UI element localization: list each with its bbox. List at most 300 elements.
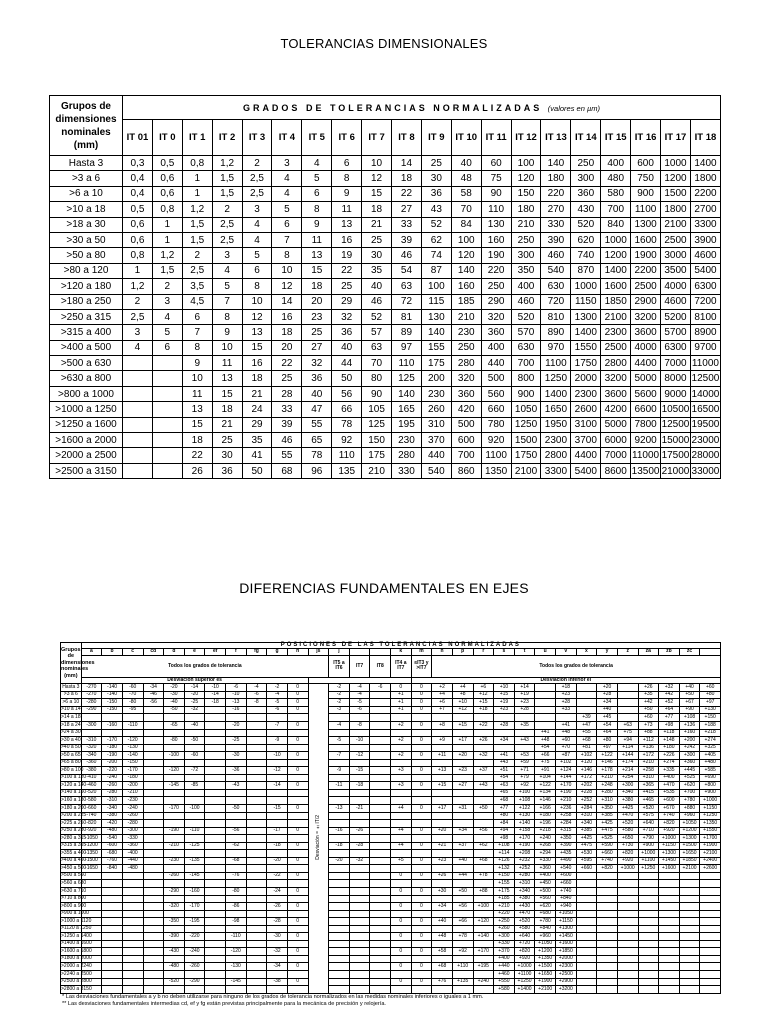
- table-cell: +840: [535, 925, 556, 933]
- table-cell: -40: [184, 721, 205, 729]
- table-cell: [205, 782, 226, 790]
- column-header: IT 01: [123, 120, 153, 156]
- table-cell: +17: [432, 804, 453, 812]
- table-cell: [184, 850, 205, 858]
- table-cell: +535: [659, 789, 680, 797]
- table-cell: +595: [576, 857, 597, 865]
- table-cell: [391, 714, 412, 722]
- position-letter: y: [597, 649, 618, 655]
- table-cell: 40: [332, 340, 362, 355]
- table-cell: [329, 812, 350, 820]
- table-cell: -10: [267, 752, 288, 760]
- table-cell: 22: [332, 263, 362, 278]
- table-cell: 420: [451, 402, 481, 417]
- table-cell: -30: [267, 933, 288, 941]
- row-label: >6 a 10: [62, 698, 80, 705]
- table-cell: [370, 759, 391, 767]
- table-cell: +1200: [679, 827, 700, 835]
- table-cell: +2: [432, 684, 453, 692]
- table-cell: +450: [535, 880, 556, 888]
- table-cell: -32: [349, 857, 370, 865]
- position-letter: m: [411, 649, 432, 655]
- table-cell: 430: [571, 202, 601, 217]
- table-cell: 720: [541, 294, 571, 309]
- position-letter: g: [267, 649, 288, 655]
- table-cell: +51: [494, 767, 515, 775]
- table-cell: 3200: [601, 371, 631, 386]
- table-cell: -460: [81, 782, 102, 790]
- table-cell: 0: [411, 691, 432, 699]
- table-cell: [659, 880, 680, 888]
- table-cell: 8100: [690, 309, 720, 324]
- table-cell: +900: [700, 789, 721, 797]
- table-cell: +172: [638, 752, 659, 760]
- table-cell: 18: [212, 402, 242, 417]
- table-cell: +254: [617, 774, 638, 782]
- table-cell: [226, 744, 247, 752]
- table-cell: 12: [242, 309, 272, 324]
- table-cell: [617, 933, 638, 941]
- table-cell: +2: [391, 721, 412, 729]
- table-cell: +400: [659, 774, 680, 782]
- table-cell: 55: [302, 417, 332, 432]
- table-cell: 0,3: [123, 156, 153, 171]
- table-cell: [391, 880, 412, 888]
- table-cell: 280: [451, 356, 481, 371]
- table-cell: [122, 978, 143, 986]
- table-cell: [287, 925, 308, 933]
- table-cell: [535, 699, 556, 707]
- table-cell: [370, 872, 391, 880]
- table-cell: [452, 910, 473, 918]
- table-cell: +108: [494, 842, 515, 850]
- table-cell: [143, 910, 164, 918]
- table-cell: [287, 880, 308, 888]
- table-cell: 6: [332, 156, 362, 171]
- table-cell: [473, 955, 494, 963]
- table-cell: [143, 971, 164, 979]
- table-cell: [576, 887, 597, 895]
- table-cell: 4400: [631, 356, 661, 371]
- table-cell: [287, 971, 308, 979]
- table-cell: +35: [514, 721, 535, 729]
- column-header: IT 14: [571, 120, 601, 156]
- row-label: >2500 a 3150: [50, 463, 123, 478]
- table-cell: 210: [511, 217, 541, 232]
- table-cell: +135: [452, 978, 473, 986]
- table-cell: -20: [184, 691, 205, 699]
- table-cell: [102, 978, 123, 986]
- table-cell: [473, 835, 494, 843]
- table-cell: -230: [122, 797, 143, 805]
- table-cell: 0: [411, 827, 432, 835]
- table-cell: [700, 903, 721, 911]
- table-cell: +900: [638, 842, 659, 850]
- table-cell: 25: [212, 433, 242, 448]
- table-row: [50, 325, 721, 340]
- table-cell: 0: [287, 691, 308, 699]
- table-cell: [184, 714, 205, 722]
- table-cell: -56: [226, 827, 247, 835]
- table-cell: [267, 910, 288, 918]
- table-cell: +31: [452, 804, 473, 812]
- table-cell: 12500: [661, 417, 691, 432]
- column-header-row: [50, 120, 721, 156]
- table-cell: -14: [267, 782, 288, 790]
- table-cell: +11: [432, 752, 453, 760]
- table-cell: [267, 955, 288, 963]
- table-cell: [143, 812, 164, 820]
- table-cell: [349, 865, 370, 873]
- table-cell: 330: [541, 217, 571, 232]
- table-cell: 4: [212, 263, 242, 278]
- table-cell: 0: [391, 918, 412, 926]
- row-label: >250 a 280: [61, 827, 87, 834]
- table-cell: 0: [287, 872, 308, 880]
- table-cell: [246, 820, 267, 828]
- table-cell: +2400: [700, 857, 721, 865]
- table-cell: 800: [511, 371, 541, 386]
- table-cell: [122, 910, 143, 918]
- table-cell: 2: [123, 294, 153, 309]
- column-header: IT 15: [601, 120, 631, 156]
- table-row: [61, 925, 721, 933]
- position-letter: k: [391, 649, 412, 655]
- table-cell: +460: [494, 971, 515, 979]
- table-cell: [349, 850, 370, 858]
- table-cell: [287, 940, 308, 948]
- table-cell: [494, 714, 515, 722]
- table-cell: [143, 820, 164, 828]
- table-cell: [370, 706, 391, 714]
- table-cell: 0: [391, 887, 412, 895]
- table-cell: [143, 872, 164, 880]
- table-cell: [349, 940, 370, 948]
- table-cell: [370, 857, 391, 865]
- table-cell: [143, 887, 164, 895]
- table-cell: +10: [494, 684, 515, 692]
- table-cell: 8: [302, 202, 332, 217]
- table-cell: -43: [226, 782, 247, 790]
- table-cell: -400: [122, 850, 143, 858]
- table-cell: [205, 804, 226, 812]
- table-cell: [452, 812, 473, 820]
- table-cell: [205, 767, 226, 775]
- table-cell: +475: [576, 842, 597, 850]
- table-cell: -210: [122, 789, 143, 797]
- table-cell: +68: [473, 857, 494, 865]
- table-cell: +126: [494, 857, 515, 865]
- table-cell: [638, 986, 659, 994]
- table-cell: [143, 752, 164, 760]
- table-cell: [370, 812, 391, 820]
- table-cell: 230: [392, 433, 422, 448]
- table-cell: [226, 759, 247, 767]
- table-cell: +2500: [556, 971, 577, 979]
- table-cell: +660: [556, 880, 577, 888]
- table-cell: 47: [302, 402, 332, 417]
- table-cell: [226, 940, 247, 948]
- table-cell: +1900: [535, 978, 556, 986]
- table-cell: [432, 850, 453, 858]
- table-cell: 2: [152, 279, 182, 294]
- table-cell: -1050: [81, 835, 102, 843]
- table-cell: +228: [576, 789, 597, 797]
- table-cell: +575: [638, 812, 659, 820]
- row-label: >630 a 710: [61, 887, 87, 894]
- table-cell: [370, 804, 391, 812]
- table-cell: [349, 895, 370, 903]
- table-cell: -14: [184, 684, 205, 692]
- table-cell: +23: [494, 706, 515, 714]
- table-cell: +90: [679, 706, 700, 714]
- table-cell: 46: [392, 248, 422, 263]
- table-cell: 90: [362, 386, 392, 401]
- table-cell: 1100: [481, 448, 511, 463]
- table-row: [61, 850, 721, 858]
- table-cell: [102, 872, 123, 880]
- table-cell: [659, 940, 680, 948]
- table-cell: 19500: [690, 417, 720, 432]
- table-row: [61, 963, 721, 971]
- table-cell: 35: [242, 433, 272, 448]
- table-cell: -145: [226, 978, 247, 986]
- table-cell: 4: [272, 186, 302, 201]
- table-cell: +19: [494, 699, 515, 707]
- table-cell: -17: [267, 827, 288, 835]
- table-cell: 14: [272, 294, 302, 309]
- table-cell: [205, 963, 226, 971]
- table-cell: [184, 729, 205, 737]
- table-cell: [370, 903, 391, 911]
- table-cell: 1100: [541, 356, 571, 371]
- table-cell: [226, 865, 247, 873]
- table-cell: [617, 918, 638, 926]
- table-cell: +840: [556, 895, 577, 903]
- table-cell: +120: [576, 759, 597, 767]
- column-header: IT 8: [392, 120, 422, 156]
- table-cell: [205, 714, 226, 722]
- position-letter: js: [308, 649, 329, 655]
- table-cell: 18: [302, 279, 332, 294]
- table-cell: [370, 827, 391, 835]
- position-letter: z: [617, 649, 638, 655]
- table-cell: -1500: [81, 857, 102, 865]
- position-letter: c: [122, 649, 143, 655]
- table-cell: -170: [102, 737, 123, 745]
- table-cell: +6: [473, 684, 494, 692]
- table-cell: +480: [700, 759, 721, 767]
- table-cell: +10: [452, 699, 473, 707]
- table-cell: +73: [638, 721, 659, 729]
- table-cell: +540: [556, 865, 577, 873]
- row-label: Hasta 3: [50, 156, 123, 171]
- table-row: [61, 865, 721, 873]
- table-cell: +640: [638, 820, 659, 828]
- table-cell: -170: [164, 804, 185, 812]
- table-cell: [700, 940, 721, 948]
- table-cell: [473, 865, 494, 873]
- row-label: >180 a 250: [50, 294, 123, 309]
- table-cell: [452, 986, 473, 994]
- table-cell: +530: [576, 850, 597, 858]
- table-cell: +40: [597, 706, 618, 714]
- table-cell: 350: [511, 263, 541, 278]
- table-cell: [287, 865, 308, 873]
- table-cell: [246, 752, 267, 760]
- table-cell: 4600: [661, 294, 691, 309]
- table-cell: [102, 729, 123, 737]
- table-cell: 920: [481, 433, 511, 448]
- table-cell: +2: [391, 737, 412, 745]
- table-cell: [638, 895, 659, 903]
- table-cell: +800: [700, 782, 721, 790]
- table-cell: 360: [451, 386, 481, 401]
- table-cell: -1350: [81, 850, 102, 858]
- table-cell: +284: [556, 820, 577, 828]
- table-cell: [638, 903, 659, 911]
- table-row: [50, 309, 721, 324]
- table-cell: 630: [511, 340, 541, 355]
- table-cell: -240: [122, 804, 143, 812]
- table-cell: [370, 714, 391, 722]
- table-cell: -140: [102, 684, 123, 692]
- position-letter: za: [638, 649, 659, 655]
- table-cell: [597, 903, 618, 911]
- table-cell: 5400: [690, 263, 720, 278]
- table-cell: +242: [679, 744, 700, 752]
- table-cell: 35: [362, 263, 392, 278]
- table-cell: +15: [473, 699, 494, 707]
- table-cell: -220: [102, 767, 123, 775]
- table-cell: [597, 925, 618, 933]
- table-cell: 1,5: [182, 232, 212, 247]
- table-cell: [349, 955, 370, 963]
- table-cell: [659, 963, 680, 971]
- table-cell: 1,2: [123, 279, 153, 294]
- grade-heading: IT8: [370, 655, 391, 677]
- table-cell: [184, 910, 205, 918]
- table-cell: +56: [473, 827, 494, 835]
- table-cell: [597, 918, 618, 926]
- column-header: IT 5: [302, 120, 332, 156]
- table-cell: [349, 774, 370, 782]
- table-cell: [370, 948, 391, 956]
- table-cell: [576, 918, 597, 926]
- table-cell: 6: [272, 217, 302, 232]
- table-cell: [267, 835, 288, 843]
- table-cell: [370, 752, 391, 760]
- table-cell: [700, 978, 721, 986]
- table-cell: [432, 940, 453, 948]
- table-cell: 330: [392, 463, 422, 478]
- table-cell: 2100: [601, 309, 631, 324]
- table-row: [61, 842, 721, 850]
- table-cell: +580: [514, 925, 535, 933]
- table-cell: 4: [302, 156, 332, 171]
- table-cell: +12: [473, 691, 494, 699]
- table-cell: [432, 714, 453, 722]
- table-cell: 1300: [571, 309, 601, 324]
- table-cell: +15: [494, 691, 515, 699]
- table-row: [50, 171, 721, 186]
- table-cell: -56: [143, 699, 164, 707]
- table-cell: +370: [494, 948, 515, 956]
- table-cell: [329, 789, 350, 797]
- table-cell: [370, 880, 391, 888]
- table-cell: +1050: [556, 910, 577, 918]
- table-cell: 6600: [631, 402, 661, 417]
- table-cell: -72: [184, 767, 205, 775]
- table-cell: [700, 933, 721, 941]
- table-cell: [432, 910, 453, 918]
- table-cell: [184, 820, 205, 828]
- table-cell: 2100: [511, 463, 541, 478]
- table-cell: [638, 880, 659, 888]
- table-cell: [122, 729, 143, 737]
- table-cell: 320: [451, 371, 481, 386]
- table-cell: [679, 986, 700, 994]
- table-cell: 970: [541, 340, 571, 355]
- table-cell: +50: [638, 706, 659, 714]
- table-cell: +1050: [535, 940, 556, 948]
- table-cell: +310: [597, 797, 618, 805]
- table-cell: [143, 782, 164, 790]
- table-cell: +43: [494, 759, 515, 767]
- table-cell: 36: [302, 371, 332, 386]
- footnote: ** Las desviaciones fundamentales intermedias cd, ef y fg están previstas principalmente para la mecánica de precisión y relojería.: [62, 1001, 386, 1007]
- table-cell: +2: [391, 752, 412, 760]
- table-cell: 27: [302, 340, 332, 355]
- table-cell: [700, 895, 721, 903]
- table-cell: +620: [679, 782, 700, 790]
- table-cell: [205, 812, 226, 820]
- table-cell: 22: [182, 448, 212, 463]
- table-cell: 4: [123, 340, 153, 355]
- table-cell: 16: [332, 232, 362, 247]
- table-cell: 1,2: [152, 248, 182, 263]
- row-label: >1400 a 1600: [61, 940, 92, 947]
- position-letter: t: [514, 649, 535, 655]
- table-cell: [329, 963, 350, 971]
- table-cell: 630: [541, 279, 571, 294]
- table-cell: 100: [511, 156, 541, 171]
- table-cell: +790: [638, 835, 659, 843]
- table-cell: +66: [535, 752, 556, 760]
- table-cell: 2,5: [182, 263, 212, 278]
- table-cell: -50: [184, 737, 205, 745]
- table-cell: [659, 925, 680, 933]
- column-header: IT 11: [481, 120, 511, 156]
- table-cell: -15: [267, 804, 288, 812]
- table-cell: -270: [81, 691, 102, 699]
- table-cell: +260: [494, 925, 515, 933]
- table-cell: 0: [391, 963, 412, 971]
- table-cell: [576, 684, 597, 692]
- table-cell: 1900: [631, 248, 661, 263]
- table-cell: [123, 356, 153, 371]
- table-cell: +210: [494, 903, 515, 911]
- row-label: >200 a 225: [61, 812, 87, 819]
- table-cell: 7800: [631, 417, 661, 432]
- table-cell: [267, 865, 288, 873]
- table-cell: +960: [535, 933, 556, 941]
- table-cell: [349, 986, 370, 994]
- table-cell: +730: [617, 842, 638, 850]
- table-cell: -150: [102, 699, 123, 707]
- table-cell: 4000: [631, 340, 661, 355]
- table-cell: +340: [576, 820, 597, 828]
